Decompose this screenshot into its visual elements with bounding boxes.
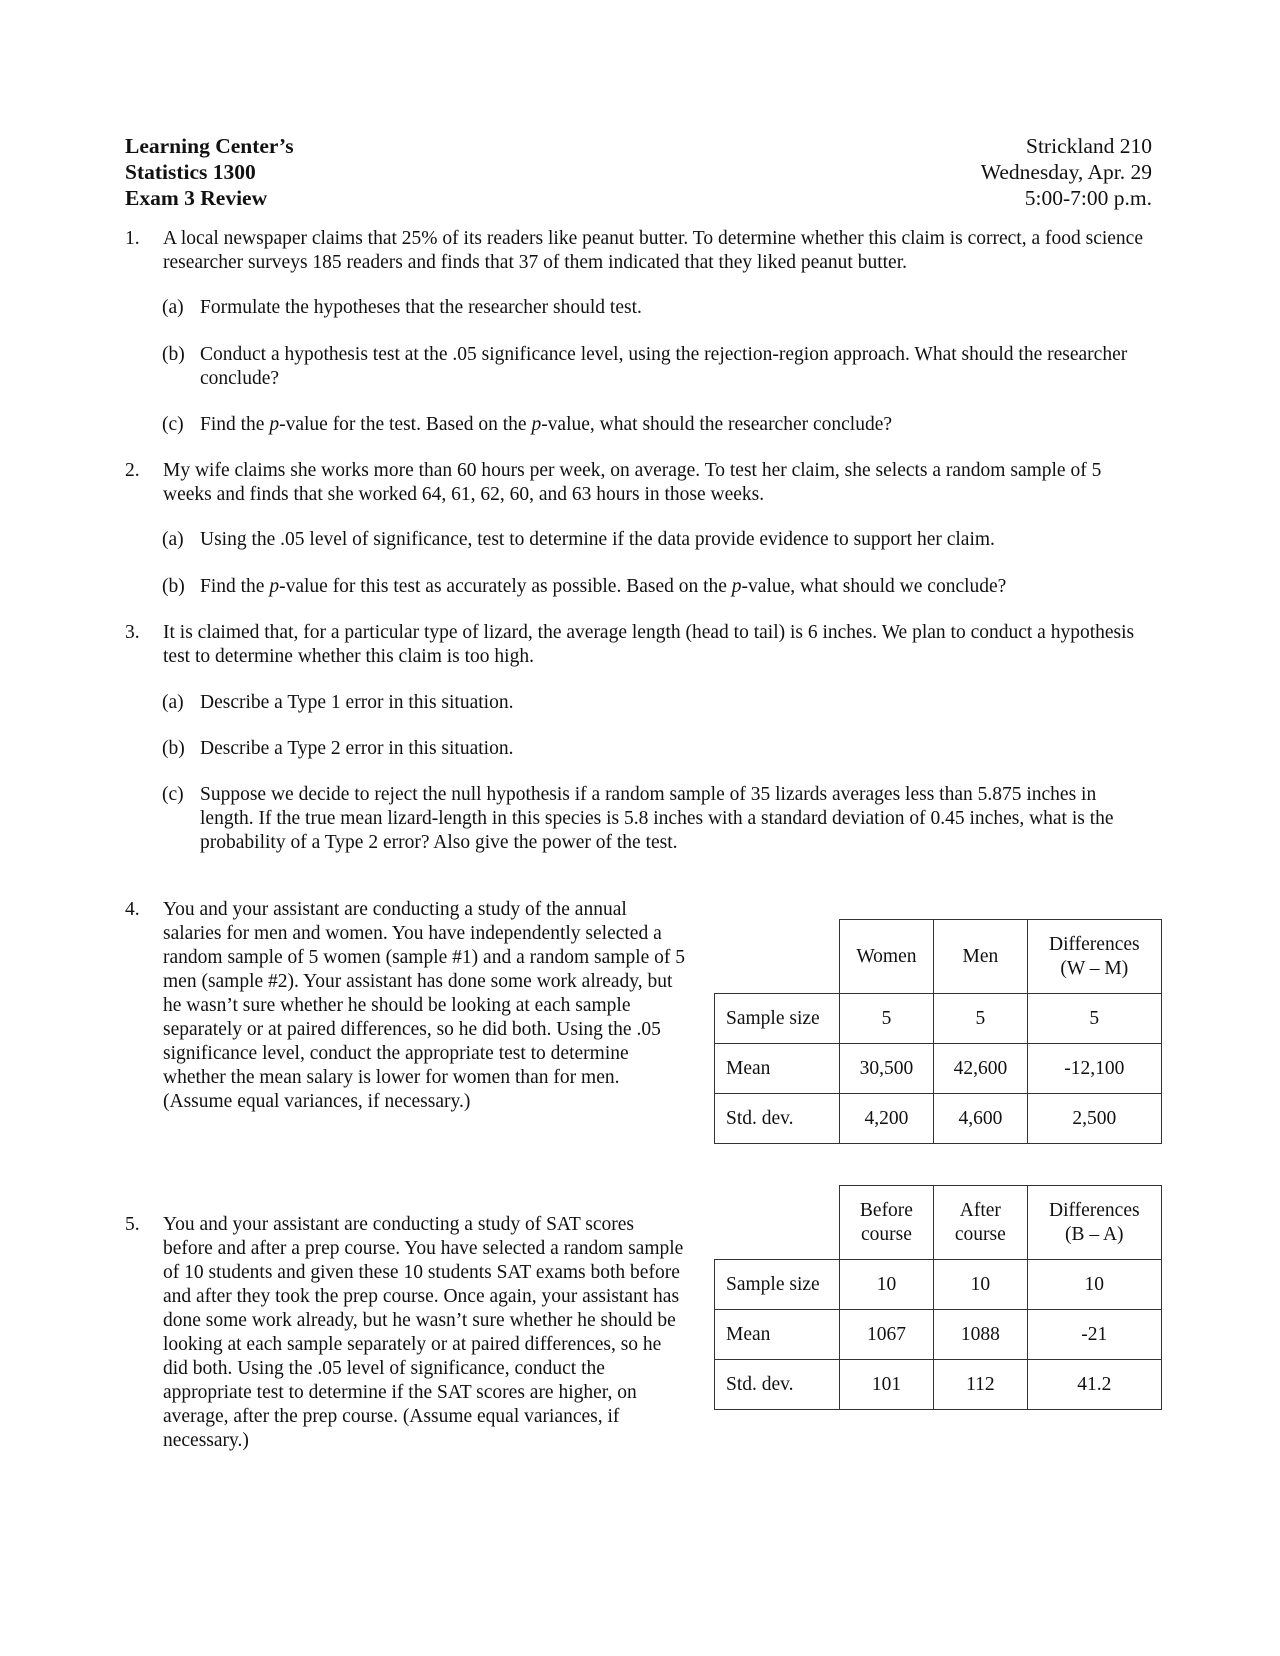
q1-a-label: (a)	[162, 297, 184, 318]
q1-a-text: Formulate the hypotheses that the researcher should test.	[200, 297, 642, 318]
q5-number: 5.	[125, 1214, 140, 1235]
corner-cell	[715, 920, 840, 994]
cell-value: 10	[934, 1260, 1027, 1310]
q1-part-c	[162, 413, 1152, 437]
table-header-row	[715, 1186, 1162, 1260]
location: Strickland 210	[1026, 134, 1152, 158]
salary-table	[714, 919, 1162, 1144]
header-left	[125, 133, 294, 211]
q3-c-text: Suppose we decide to reject the null hypothesis if a random sample of 35 lizards averages less than 5.875 inches in length. If the true mean lizard-length in this species is 5.8 inches with a standard deviation of 0.45 inches, what is the probability of a Type 2 error? Also give the power of the test.	[200, 784, 1114, 853]
corner-cell	[715, 1186, 840, 1260]
cell-value: 41.2	[1027, 1360, 1161, 1410]
q1-b-label: (b)	[162, 344, 185, 365]
cell-value: 101	[839, 1360, 933, 1410]
q1-b-text: Conduct a hypothesis test at the .05 significance level, using the rejection-region approach. What should the researcher conclude?	[200, 344, 1128, 389]
q4-text: You and your assistant are conducting a study of the annual salaries for men and women. You have independently selected a random sample of 5 women (sample #1) and a random sample of 5 men (sample #2). Your assistant has done some work already, but he wasn’t sure whether he should be looking at each sample separately or at paired differences, so he did both. Using the .05 significance level, conduct the appropriate test to determine whether the mean salary is lower for women than for men. (Assume equal variances, if necessary.)	[163, 899, 686, 1112]
q2-a-label: (a)	[162, 529, 184, 550]
q1-text: A local newspaper claims that 25% of its readers like peanut butter. To determine whether this claim is correct, a food science researcher surveys 185 readers and finds that 37 of them indicated that they liked peanut butter.	[163, 228, 1143, 273]
cell-value: 4,600	[934, 1094, 1027, 1144]
cell-value: 1088	[934, 1310, 1027, 1360]
cell-value: 2,500	[1027, 1094, 1161, 1144]
q2-a-text: Using the .05 level of significance, test to determine if the data provide evidence to support her claim.	[200, 529, 995, 550]
row-label: Std. dev.	[715, 1094, 840, 1144]
cell-value: 30,500	[839, 1044, 934, 1094]
q1-number: 1.	[125, 228, 140, 249]
col-after: After course	[934, 1186, 1027, 1260]
cell-value: 112	[934, 1360, 1027, 1410]
q1-c-label: (c)	[162, 414, 184, 435]
row-label: Std. dev.	[715, 1360, 840, 1410]
col-before: Before course	[839, 1186, 933, 1260]
center-name: Learning Center’s	[125, 134, 294, 158]
row-label: Sample size	[715, 994, 840, 1044]
q2-b-text: Find the p-value for this test as accurately as possible. Based on the p-value, what should we conclude?	[200, 576, 1007, 597]
cell-value: 5	[934, 994, 1027, 1044]
cell-value: 10	[1027, 1260, 1161, 1310]
q3-part-c	[162, 783, 1152, 855]
q3-a-label: (a)	[162, 692, 184, 713]
cell-value: 1067	[839, 1310, 933, 1360]
date: Wednesday, Apr. 29	[980, 160, 1152, 184]
col-men: Men	[934, 920, 1027, 994]
q3-b-label: (b)	[162, 738, 185, 759]
q3-number: 3.	[125, 622, 140, 643]
time: 5:00-7:00 p.m.	[1024, 186, 1152, 210]
table-row	[715, 1094, 1162, 1144]
table-header-row	[715, 920, 1162, 994]
cell-value: 10	[839, 1260, 933, 1310]
cell-value: -21	[1027, 1310, 1161, 1360]
col-women: Women	[839, 920, 934, 994]
q2-part-b	[162, 575, 1152, 599]
q2-b-label: (b)	[162, 576, 185, 597]
col-differences: Differences (B – A)	[1027, 1186, 1161, 1260]
q1-c-text: Find the p-value for the test. Based on the p-value, what should the researcher conclude?	[200, 414, 893, 435]
q3-a-text: Describe a Type 1 error in this situation.	[200, 692, 514, 713]
cell-value: 42,600	[934, 1044, 1027, 1094]
q2-part-a	[162, 528, 1152, 552]
q2-text: My wife claims she works more than 60 hours per week, on average. To test her claim, she selects a random sample of 5 weeks and finds that she worked 64, 61, 62, 60, and 63 hours in those weeks.	[163, 460, 1102, 505]
q4-number: 4.	[125, 899, 140, 920]
cell-value: 5	[1027, 994, 1161, 1044]
course-name: Statistics 1300	[125, 160, 256, 184]
q2-number: 2.	[125, 460, 140, 481]
q3-part-b	[162, 737, 1152, 761]
cell-value: -12,100	[1027, 1044, 1161, 1094]
q1-part-b	[162, 343, 1152, 391]
table-row	[715, 1260, 1162, 1310]
row-label: Sample size	[715, 1260, 840, 1310]
col-differences: Differences (W – M)	[1027, 920, 1161, 994]
q3-text: It is claimed that, for a particular type of lizard, the average length (head to tail) is 6 inches. We plan to conduct a hypothesis test to determine whether this claim is too high.	[163, 622, 1135, 667]
row-label: Mean	[715, 1044, 840, 1094]
table-row	[715, 1310, 1162, 1360]
table-row	[715, 994, 1162, 1044]
q3-part-a	[162, 691, 1152, 715]
q3-c-label: (c)	[162, 784, 184, 805]
header-right	[981, 133, 1152, 211]
q3-b-text: Describe a Type 2 error in this situation.	[200, 738, 514, 759]
q5-text: You and your assistant are conducting a study of SAT scores before and after a prep course. You have selected a random sample of 10 students and given these 10 students SAT exams both before and after they took the prep course. Once again, your assistant has done some work already, but he wasn’t sure whether he should be looking at each sample separately or at paired differences, so he did both. Using the .05 level of significance, conduct the appropriate test to determine if the SAT scores are higher, on average, after the prep course. (Assume equal variances, if necessary.)	[163, 1214, 684, 1451]
row-label: Mean	[715, 1310, 840, 1360]
q1-part-a	[162, 296, 1152, 320]
doc-title: Exam 3 Review	[125, 186, 268, 210]
table-row	[715, 1044, 1162, 1094]
cell-value: 5	[839, 994, 934, 1044]
sat-table	[714, 1185, 1162, 1410]
cell-value: 4,200	[839, 1094, 934, 1144]
table-row	[715, 1360, 1162, 1410]
